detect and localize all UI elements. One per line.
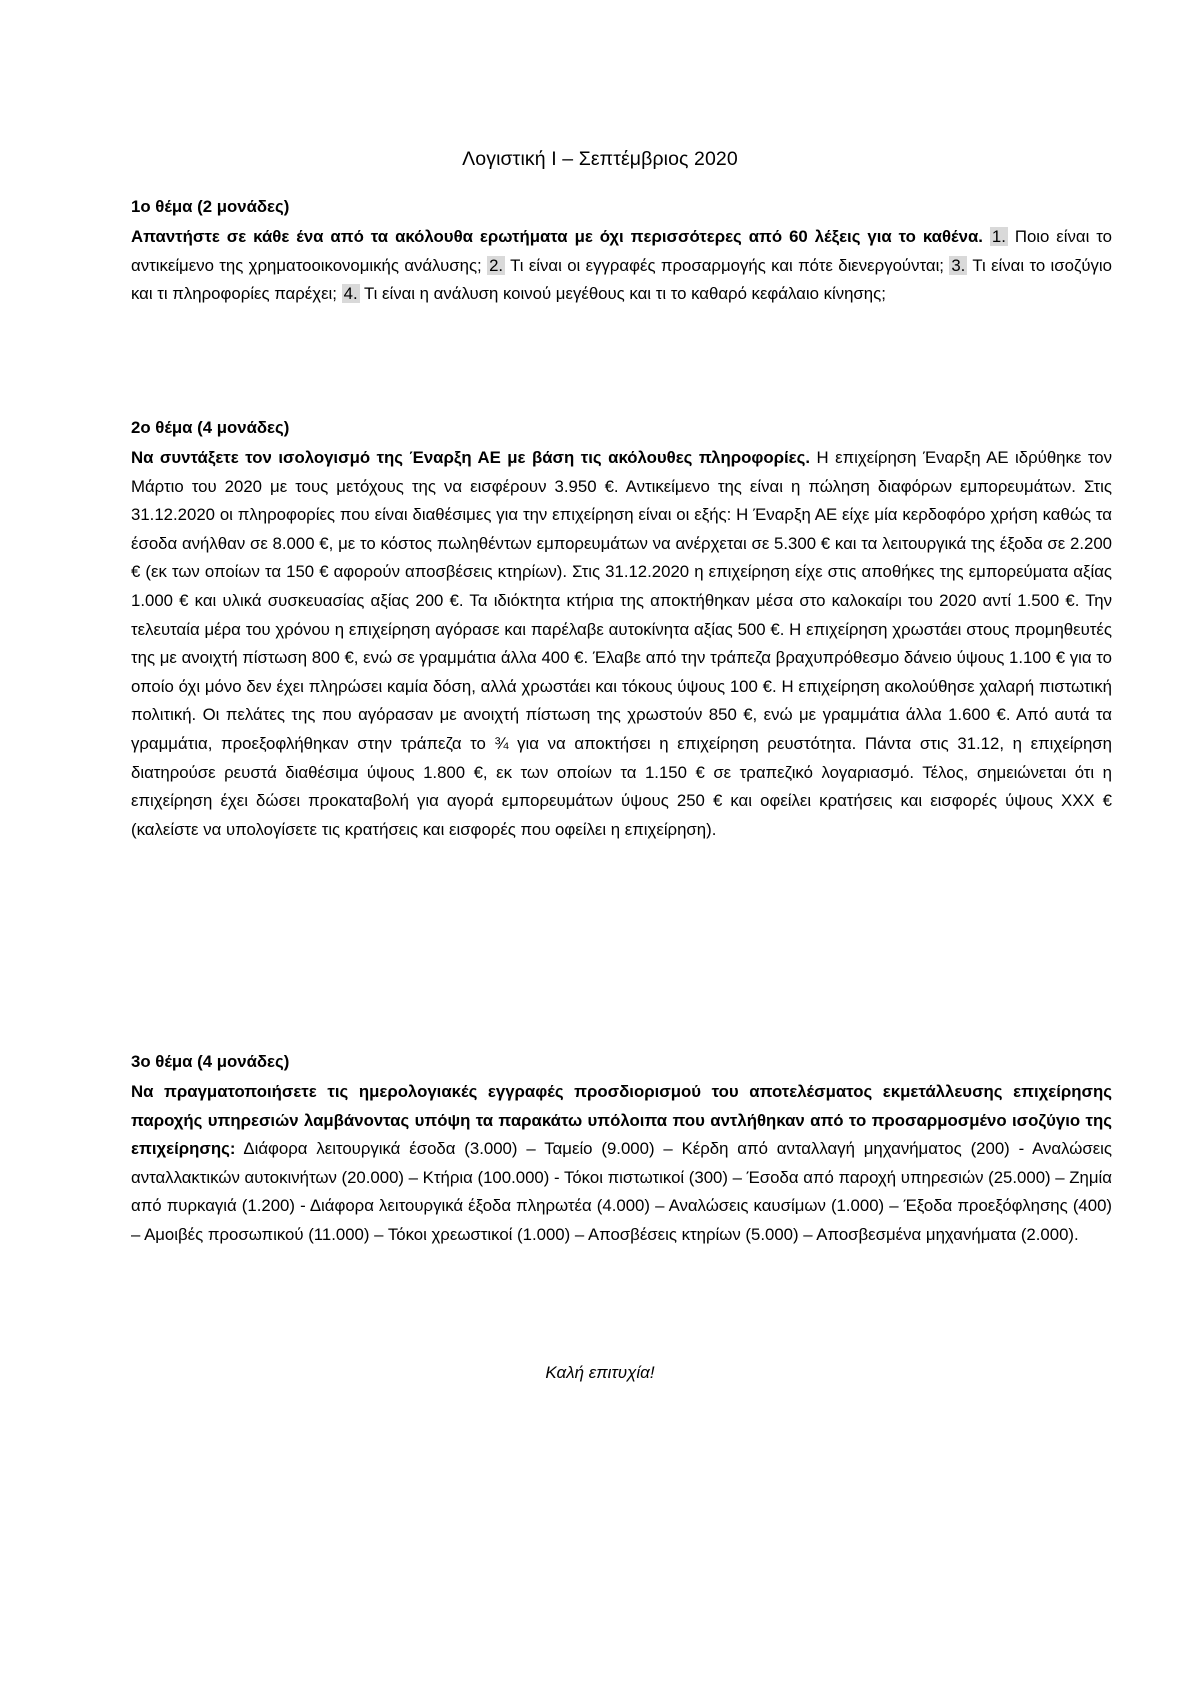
question-3-text: Διάφορα λειτουργικά έσοδα (3.000) – Ταμείο (9.000) – Κέρδη από ανταλλαγή μηχανήματος (200) - Αναλώσεις ανταλλακτικών αυτοκινήτων (20.000) – Κτήρια (100.000) - Τόκοι πιστωτικοί (300) – Έσοδα από παροχή υπηρεσιών (25.000) – Ζημία από πυρκαγιά (1.200) - Διάφορα λειτουργικά έξοδα πληρωτέα (4.000) – Αναλώσεις καυσίμων (1.000) – Έξοδα προεξόφλησης (400) – Αμοιβές προσωπικού (11.000) – Τόκοι χρεωστικοί (1.000) – Αποσβέσεις κτηρίων (5.000) – Αποσβεσμένα μηχανήματα (2.000).	[131, 1139, 1112, 1244]
question-2-intro: Να συντάξετε τον ισολογισμό της Έναρξη ΑΕ με βάση τις ακόλουθες πληροφορίες.	[131, 448, 810, 467]
question-2-heading: 2ο θέμα (4 μονάδες)	[131, 418, 290, 437]
item-4-text: Τι είναι η ανάλυση κοινού μεγέθους και τι το καθαρό κεφάλαιο κίνησης;	[359, 284, 886, 304]
item-4-number: 4.	[343, 284, 358, 304]
item-3-text: Τι είναι το ισοζύγιο και τι πληροφορίες παρέχει;	[131, 255, 1112, 304]
question-1-intro: Απαντήστε σε κάθε ένα από τα ακόλουθα ερωτήματα με όχι περισσότερες από 60 λέξεις για το καθένα.	[131, 227, 983, 246]
question-1-body	[131, 223, 1112, 309]
question-2-text: Η επιχείρηση Έναρξη ΑΕ ιδρύθηκε τον Μάρτιο του 2020 με τους μετόχους της να εισφέρουν 3.950 €. Αντικείμενο της είναι η πώληση διαφόρων εμπορευμάτων. Στις 31.12.2020 οι πληροφορίες που είναι διαθέσιμες για την επιχείρηση είναι οι εξής: Η Έναρξη ΑΕ είχε μία κερδοφόρο χρήση καθώς τα έσοδα ανήλθαν σε 8.000 €, με το κόστος πωληθέντων εμπορευμάτων να ανέρχεται σε 5.300 € και τα λειτουργικά της έξοδα σε 2.200 € (εκ των οποίων τα 150 € αφορούν αποσβέσεις κτηρίων). Στις 31.12.2020 η επιχείρηση είχε στις αποθήκες της εμπορεύματα αξίας 1.000 € και υλικά συσκευασίας αξίας 200 €. Τα ιδιόκτητα κτήρια της αποκτήθηκαν μέσα στο καλοκαίρι του 2020 αντί 1.500 €. Την τελευταία μέρα του χρόνου η επιχείρηση αγόρασε και παρέλαβε αυτοκίνητα αξίας 500 €. Η επιχείρηση χρωστάει στους προμηθευτές της με ανοιχτή πίστωση 800 €, ενώ σε γραμμάτια άλλα 400 €. Έλαβε από την τράπεζα βραχυπρόθεσμο δάνειο ύψους 1.100 € για το οποίο όχι μόνο δεν έχει πληρώσει καμία δόση, αλλά χρωστάει και τόκους ύψους 100 €. Η επιχείρηση ακολούθησε χαλαρή πιστωτική πολιτική. Οι πελάτες της που αγόρασαν με ανοιχτή πίστωση της χρωστούν 850 €, ενώ με γραμμάτια άλλα 1.600 €. Από αυτά τα γραμμάτια, προεξοφλήθηκαν στην τράπεζα το ¾ για να αποκτήσει η επιχείρηση ρευστότητα. Πάντα στις 31.12, η επιχείρηση διατηρούσε ρευστά διαθέσιμα ύψους 1.800 €, εκ των οποίων τα 1.150 € σε τραπεζικό λογαριασμό. Τέλος, σημειώνεται ότι η επιχείρηση έχει δώσει προκαταβολή για αγορά εμπορευμάτων ύψους 250 € και οφείλει κρατήσεις και εισφορές ύψους ΧΧΧ € (καλείστε να υπολογίσετε τις κρατήσεις και εισφορές που οφείλει η επιχείρηση).	[131, 448, 1112, 839]
item-1-number: 1.	[991, 227, 1006, 246]
item-2-text: Τι είναι οι εγγραφές προσαρμογής και πότε διενεργούνται;	[505, 255, 950, 275]
question-3-body	[131, 1078, 1112, 1250]
question-3-heading: 3ο θέμα (4 μονάδες)	[131, 1052, 290, 1071]
question-1	[131, 191, 1112, 309]
question-1-heading: 1ο θέμα (2 μονάδες)	[131, 197, 290, 216]
question-3	[131, 1046, 1112, 1250]
question-2-body	[131, 444, 1112, 844]
item-1-text: Ποιο είναι το αντικείμενο της χρηματοοικονομικής ανάλυσης;	[131, 227, 1112, 275]
question-2	[131, 412, 1112, 844]
question-3-intro: Να πραγματοποιήσετε τις ημερολογιακές εγγραφές προσδιορισμού του αποτελέσματος εκμετάλλευσης επιχείρησης παροχής υπηρεσιών λαμβάνοντας υπόψη τα παρακάτω υπόλοιπα που αντλήθηκαν από το προσαρμοσμένο ισοζύγιο της επιχείρησης:	[131, 1082, 1112, 1159]
document-title: Λογιστική Ι – Σεπτέμβριος 2020	[462, 148, 738, 170]
item-2-number: 2.	[489, 255, 504, 275]
closing-wish: Καλή επιτυχία!	[545, 1363, 655, 1382]
item-3-number: 3.	[951, 255, 966, 275]
